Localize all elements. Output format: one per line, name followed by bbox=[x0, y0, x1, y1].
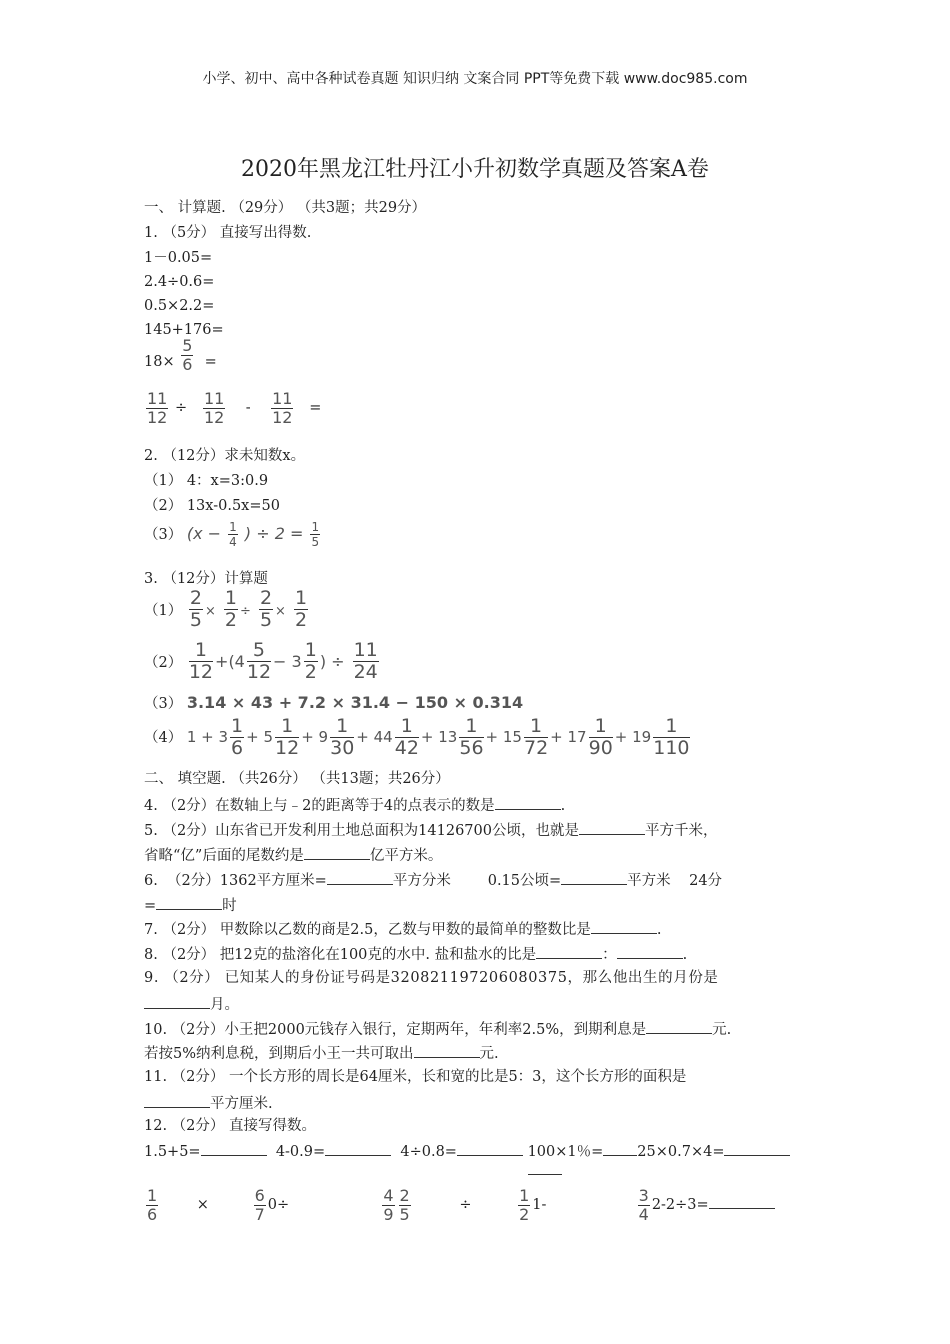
operator: × bbox=[196, 1197, 209, 1213]
q3-part-2 bbox=[144, 638, 381, 686]
mixed-number-whole: + 17 bbox=[550, 728, 587, 746]
answer-blank[interactable] bbox=[304, 845, 370, 860]
fraction: $\frac{1}{56}$ bbox=[459, 715, 484, 759]
answer-blank[interactable] bbox=[646, 1019, 712, 1034]
q2-part-1: （1） 4：x=3:0.9 bbox=[144, 473, 269, 489]
fraction: $\frac{1}{12}$ bbox=[275, 715, 300, 759]
fraction: $\frac{1}{12}$ bbox=[188, 639, 214, 683]
page-title: 2020年黑龙江牡丹江小升初数学真题及答案A卷 bbox=[241, 157, 709, 182]
fraction: $\frac{1}{2}$ bbox=[294, 587, 308, 631]
q12-row-2: $\frac{1}{6}$ × $\frac{6}{7}$ 0÷ $\frac{4}{9}$ $\frac{2}{5}$ ÷ $\frac{1}{2}$ 1- $\frac{3}{4}$ 2-2÷3= bbox=[144, 1182, 775, 1228]
page-header: 小学、初中、高中各种试卷真题 知识归纳 文案合同 PPT等免费下载 www.doc985.com bbox=[202, 71, 748, 87]
q6-line-1: 6. （2分）1362平方厘米= 平方分米 0.15公顷= 平方米 24分 bbox=[144, 870, 722, 890]
fraction: $\frac{11}{12}$ bbox=[272, 388, 293, 427]
fraction: $\frac{11}{24}$ bbox=[353, 639, 378, 683]
fraction: $\frac{1}{6}$ bbox=[231, 715, 244, 759]
mixed-number-whole: + 19 bbox=[614, 728, 652, 746]
q1-item5-suffix: = bbox=[204, 354, 217, 370]
fraction: $\frac{1}{90}$ bbox=[588, 715, 613, 759]
answer-blank[interactable] bbox=[156, 895, 222, 910]
mixed-number-whole: + 13 bbox=[420, 728, 458, 746]
q1-item-4: 145+176= bbox=[144, 322, 224, 338]
q2-part-3 bbox=[144, 514, 322, 555]
fraction: $\frac{1}{2}$ bbox=[224, 587, 237, 631]
q3-part3-label: （3） bbox=[144, 696, 183, 712]
q4: 4. （2分）在数轴上与﹣2的距离等于4的点表示的数是 . bbox=[144, 795, 565, 815]
answer-blank[interactable] bbox=[414, 1043, 480, 1058]
answer-blank[interactable] bbox=[144, 1093, 210, 1108]
q12-row-1: 1.5+5= 4-0.9= 4÷0.8= 100×1％= 25×0.7×4= bbox=[144, 1141, 790, 1161]
fraction: $\frac{1}{42}$ bbox=[394, 715, 419, 759]
answer-blank[interactable] bbox=[579, 820, 645, 835]
answer-blank[interactable] bbox=[327, 870, 393, 885]
answer-blank[interactable] bbox=[561, 870, 627, 885]
fraction: $\frac{2}{5}$ bbox=[189, 587, 202, 631]
q5-line-1: 5. （2分）山东省已开发利用土地总面积为14126700公顷，也就是 平方千米， bbox=[144, 820, 717, 840]
q1-label: 1. （5分） 直接写出得数. bbox=[144, 225, 312, 241]
answer-blank[interactable] bbox=[591, 919, 657, 934]
q1-item-5 bbox=[144, 335, 217, 384]
mixed-number-whole: + 44 bbox=[356, 728, 393, 746]
q1-item6-suffix: = bbox=[309, 400, 322, 416]
q3-part3-expr: 3.14 × 43 + 7.2 × 31.4 − 150 × 0.314 bbox=[186, 693, 524, 712]
fraction: $\frac{5}{12}$ bbox=[246, 639, 272, 683]
answer-blank[interactable] bbox=[528, 1160, 562, 1175]
q1-item-6 bbox=[144, 388, 321, 428]
section-1-heading: 一、 计算题. （29分） （共3题；共29分） bbox=[144, 200, 427, 216]
answer-blank[interactable] bbox=[603, 1141, 637, 1156]
q5-line-2: 省略“亿”后面的尾数约是 亿平方米。 bbox=[144, 845, 442, 865]
q3-label: 3. （12分）计算题 bbox=[144, 571, 268, 587]
fraction: $\frac{5}{6}$ bbox=[182, 335, 193, 374]
fraction: $\frac{11}{12}$ bbox=[147, 388, 168, 427]
fraction: $\frac{1}{6}$ bbox=[147, 1185, 158, 1224]
q2-part-2: （2） 13x-0.5x=50 bbox=[144, 498, 280, 514]
q3-part2-label: （2） bbox=[144, 655, 183, 671]
q9-line-2: 月。 bbox=[144, 994, 239, 1014]
fraction: $\frac{11}{12}$ bbox=[203, 388, 225, 427]
q8: 8. （2分） 把12克的盐溶化在100克的水中. 盐和盐水的比是 ： . bbox=[144, 944, 687, 964]
q2-part3-label: （3） bbox=[144, 527, 183, 543]
fraction: $\frac{1}{2}$ bbox=[519, 1185, 530, 1224]
q3-part4-label: （4） bbox=[144, 730, 183, 746]
q10-line-2: 若按5%纳利息税，到期后小王一共可取出 元. bbox=[144, 1043, 499, 1063]
q2-label: 2. （12分）求未知数x。 bbox=[144, 448, 306, 464]
q11-line-1: 11. （2分） 一个长方形的周长是64厘米，长和宽的比是5：3，这个长方形的面积是 bbox=[144, 1069, 687, 1085]
operator: - bbox=[245, 400, 251, 416]
operator: ÷ bbox=[459, 1197, 472, 1213]
q3-part4-expr bbox=[186, 715, 692, 759]
fraction: $\frac{1}{2}$ bbox=[304, 639, 317, 683]
fraction: $\frac{1}{110}$ bbox=[653, 715, 690, 759]
answer-blank[interactable] bbox=[325, 1141, 391, 1156]
fraction: $\frac{2}{5}$ bbox=[399, 1185, 410, 1224]
q2-part3-expr: (x − $\frac{1}{4}$ ) ÷ 2 = $\frac{1}{5}$ bbox=[186, 520, 320, 549]
fraction: $\frac{4}{9}$ bbox=[383, 1185, 394, 1224]
answer-blank[interactable] bbox=[724, 1141, 790, 1156]
q1-item-1: 1－0.05= bbox=[144, 250, 213, 266]
fraction: $\frac{3}{4}$ bbox=[638, 1185, 649, 1224]
q3-part2-expr: $\frac{1}{12}$ +(4 $\frac{5}{12}$ − 3 $\frac{1}{2}$ ) ÷ $\frac{11}{24}$ bbox=[188, 639, 378, 683]
q3-part1-expr: $\frac{2}{5}$ × $\frac{1}{2}$ ÷ $\frac{2}{5}$ × $\frac{1}{2}$ bbox=[189, 587, 308, 631]
answer-blank[interactable] bbox=[201, 1141, 267, 1156]
q3-part-3 bbox=[144, 694, 523, 713]
fraction: $\frac{1}{30}$ bbox=[330, 715, 355, 759]
mixed-number-whole: 1 + 3 bbox=[186, 728, 229, 746]
answer-blank[interactable] bbox=[495, 795, 561, 810]
q7: 7. （2分） 甲数除以乙数的商是2.5，乙数与甲数的最简单的整数比是 . bbox=[144, 919, 661, 939]
fraction: $\frac{2}{5}$ bbox=[259, 587, 273, 631]
q10-line-1: 10. （2分）小王把2000元钱存入银行，定期两年，年利率2.5%，到期利息是 元. bbox=[144, 1019, 731, 1039]
fraction: $\frac{1}{72}$ bbox=[523, 715, 549, 759]
answer-blank[interactable] bbox=[144, 994, 210, 1009]
answer-blank[interactable] bbox=[617, 944, 683, 959]
mixed-number-whole: + 5 bbox=[246, 728, 274, 746]
q1-item-3: 0.5×2.2= bbox=[144, 298, 215, 314]
mixed-number-whole: + 9 bbox=[301, 728, 329, 746]
answer-blank[interactable] bbox=[457, 1141, 523, 1156]
q9-line-1: 9. （2分） 已知某人的身份证号码是320821197206080375，那么他出生的月份是 bbox=[144, 970, 719, 986]
q11-line-2: 平方厘米. bbox=[144, 1093, 273, 1113]
operator: ÷ bbox=[174, 400, 188, 416]
section-2-heading: 二、 填空题. （共26分） （共13题；共26分） bbox=[144, 771, 450, 787]
q1-item-2: 2.4÷0.6= bbox=[144, 274, 215, 290]
fraction: $\frac{6}{7}$ bbox=[254, 1185, 265, 1224]
answer-blank[interactable] bbox=[536, 944, 602, 959]
q3-part-4 bbox=[144, 714, 692, 761]
q3-part1-label: （1） bbox=[144, 603, 183, 619]
fraction: $\frac{1}{4}$ bbox=[229, 520, 237, 549]
answer-blank[interactable] bbox=[709, 1194, 775, 1209]
q6-line-2: = 时 bbox=[144, 895, 237, 915]
q12-label: 12. （2分） 直接写得数。 bbox=[144, 1118, 317, 1134]
q1-item5-prefix: 18× bbox=[144, 354, 175, 370]
mixed-number-whole: + 15 bbox=[485, 728, 522, 746]
fraction: $\frac{1}{5}$ bbox=[311, 520, 320, 549]
q3-part-1 bbox=[144, 586, 310, 635]
